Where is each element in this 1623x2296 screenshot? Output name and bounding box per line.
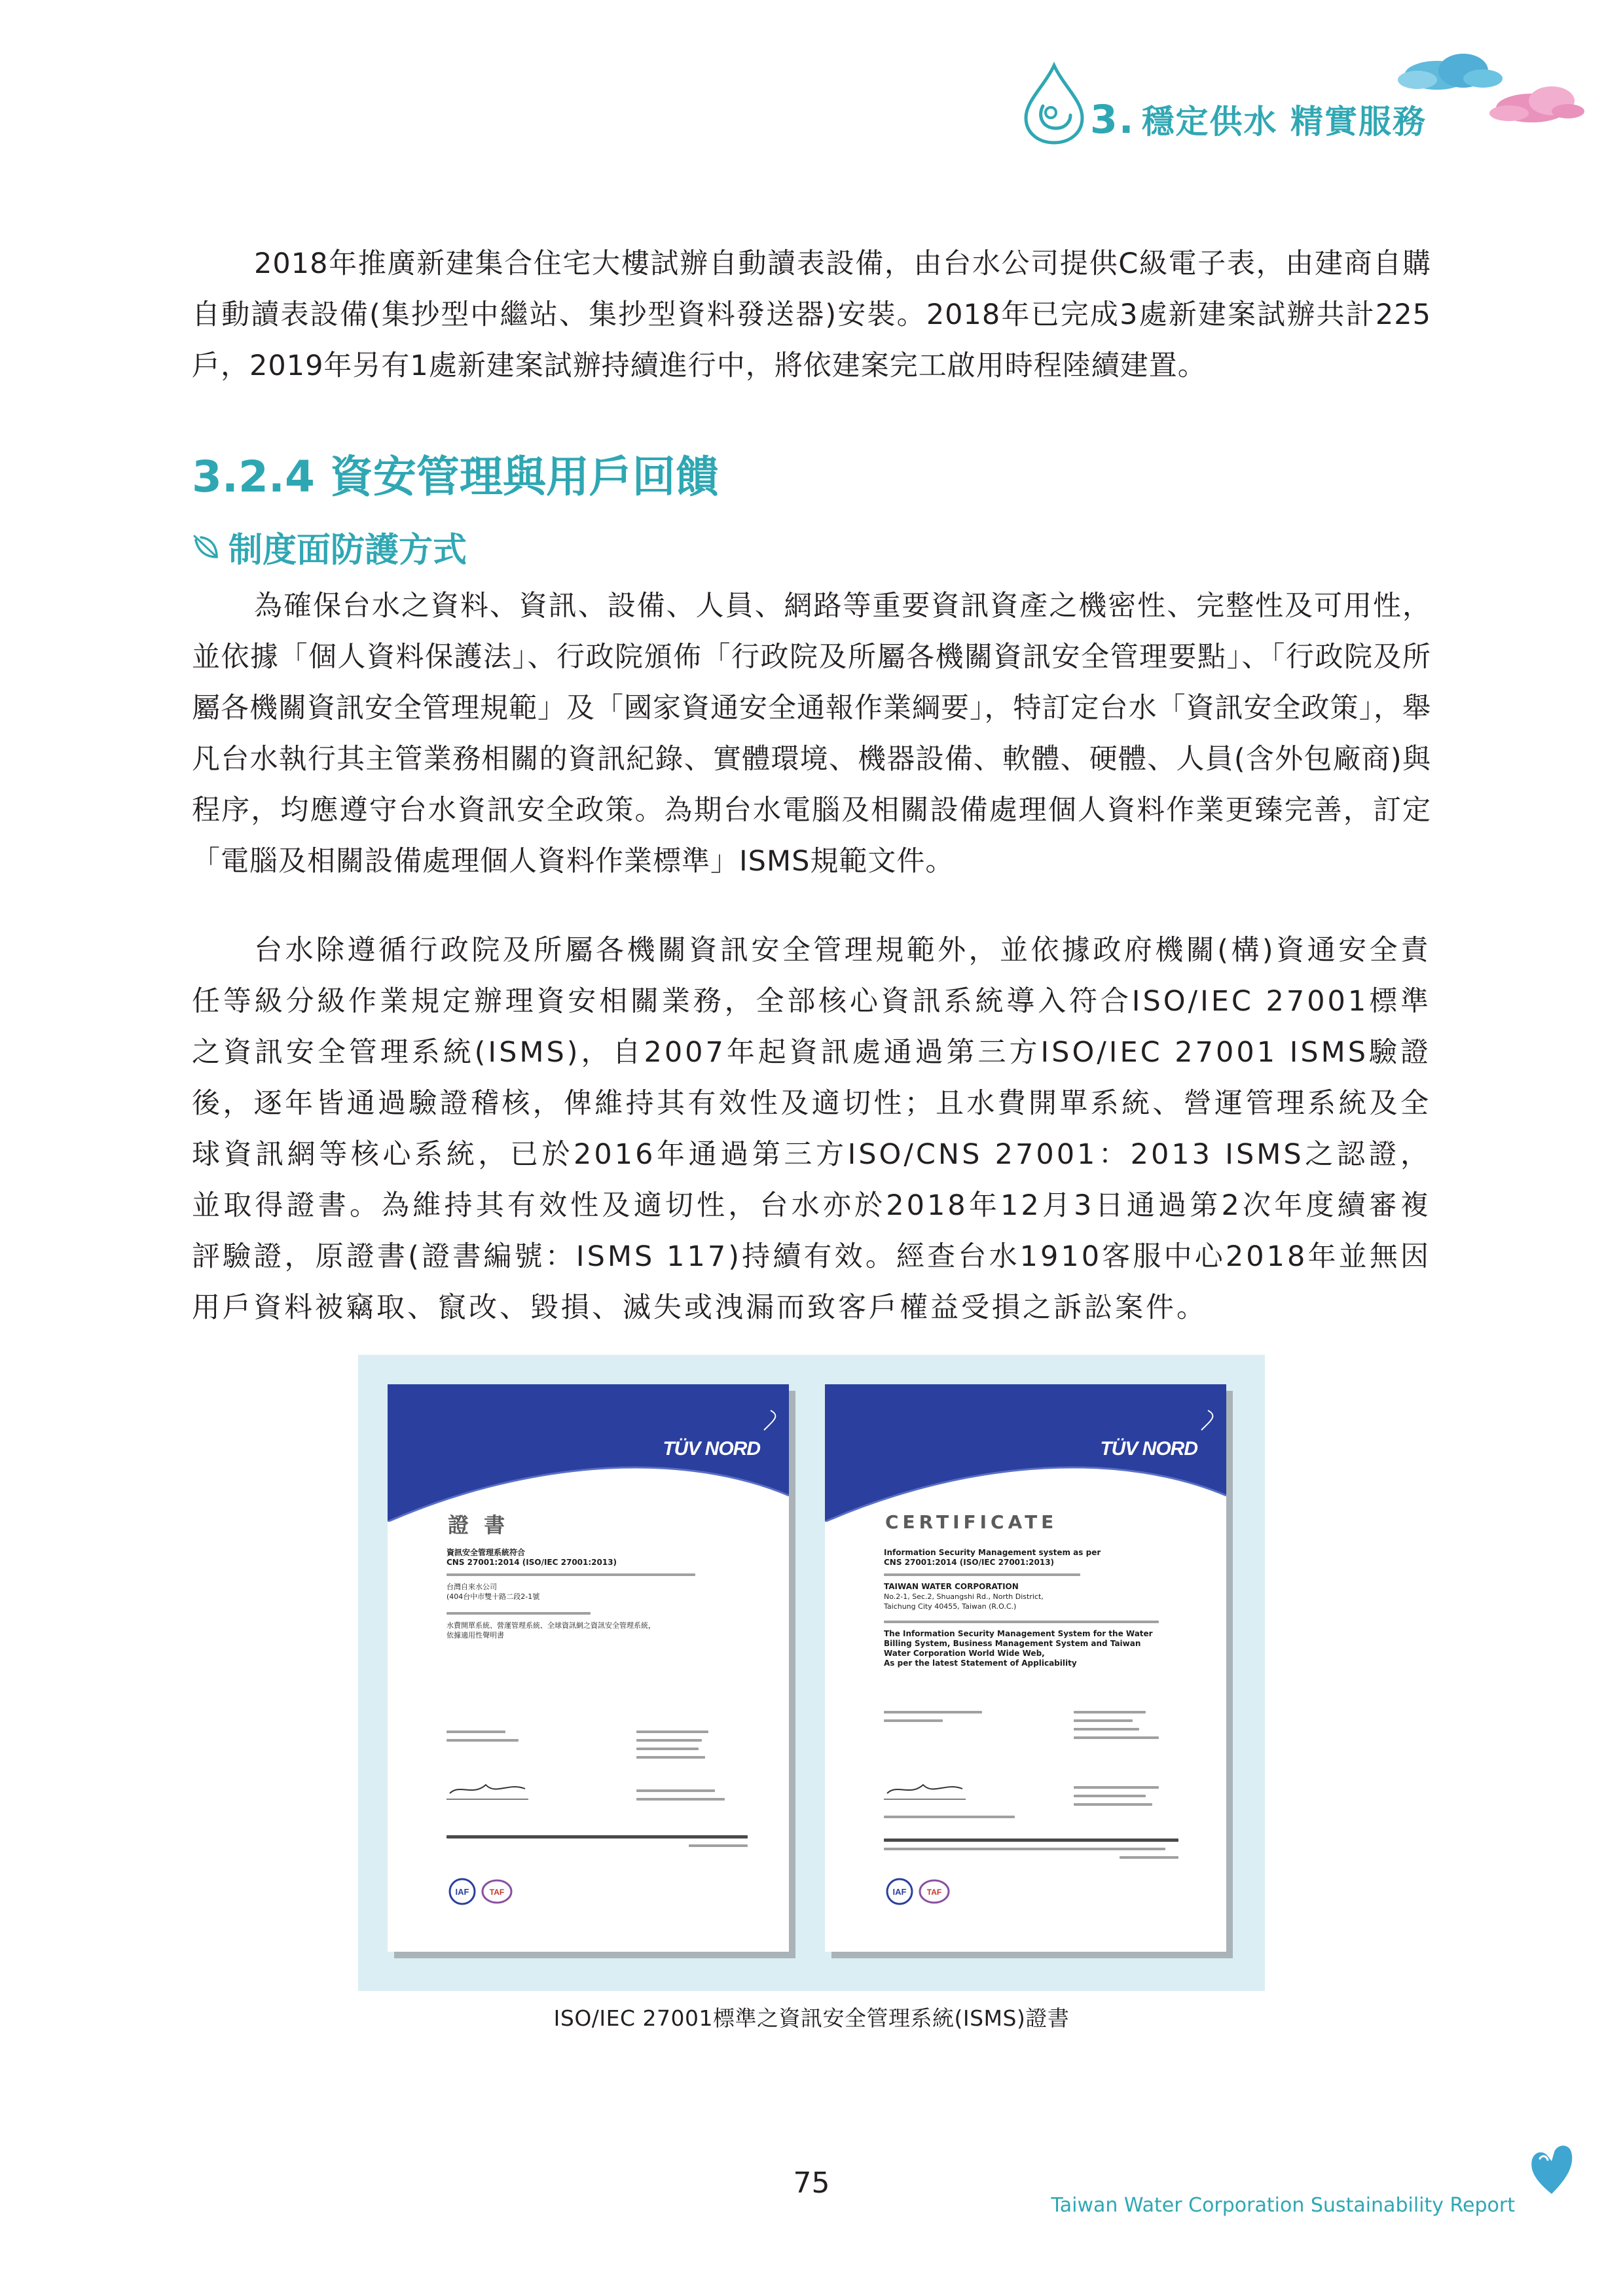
- subheading: [192, 524, 467, 569]
- fine-print: [447, 1573, 695, 1576]
- fine-print-block: [636, 1725, 721, 1765]
- certificate-brand-logo: TÜV NORD: [663, 1438, 760, 1460]
- intro-paragraph: 2018年推廣新建集合住宅大樓試辦自動讀表設備，由台水公司提供C級電子表，由建商自購自動讀表設備(集抄型中繼站、集抄型資料發送器)安裝。2018年已完成3處新建案試辦共計225戶，2019年另有1處新建案試辦持續進行中，將依建案完工啟用時程陸續建置。: [192, 247, 1431, 382]
- fine-print: [884, 1621, 1159, 1623]
- subheading-text: 制度面防護方式: [228, 530, 467, 570]
- fine-print-block: [636, 1784, 735, 1806]
- certificate-title: CERTIFICATE: [885, 1511, 1058, 1533]
- certificate-en: [825, 1384, 1226, 1952]
- cert-line: Information Security Management system as per: [884, 1548, 1101, 1557]
- cert-line: CNS 27001:2014 (ISO/IEC 27001:2013): [447, 1558, 617, 1567]
- fine-print-block: [884, 1705, 989, 1728]
- chapter-title: [1090, 96, 1427, 143]
- fine-print-block: [884, 1833, 1192, 1865]
- svg-text:IAF: IAF: [455, 1887, 469, 1897]
- svg-text:TAF: TAF: [926, 1888, 942, 1897]
- fine-print-block: [1074, 1780, 1172, 1812]
- heart-drop-icon: [1525, 2140, 1578, 2199]
- certificate-body: [447, 1548, 748, 1640]
- page-header: [0, 0, 1623, 170]
- signature-mark: [447, 1777, 532, 1803]
- cert-line: No.2-1, Sec.2, Shuangshi Rd., North District,: [884, 1592, 1044, 1601]
- fine-print-block: [447, 1725, 532, 1748]
- cert-line: As per the latest Statement of Applicability: [884, 1659, 1077, 1668]
- certificate-title: 證 書: [448, 1513, 509, 1537]
- paragraph-1: 為確保台水之資料、資訊、設備、人員、網路等重要資訊資產之機密性、完整性及可用性，並依據「個人資料保護法」、行政院頒佈「行政院及所屬各機關資訊安全管理要點」、「行政院及所屬各機關資訊安全管理規範」及「國家資通安全通報作業綱要」，特訂定台水「資訊安全政策」，舉凡台水執行其主管業務相關的資訊紀錄、實體環境、機器設備、軟體、硬體、人員(含外包廠商)與程序，均應遵守台水資訊安全政策。為期台水電腦及相關設備處理個人資料作業更臻完善，訂定「電腦及相關設備處理個人資料作業標準」ISMS規範文件。: [192, 590, 1431, 878]
- fine-print: [447, 1612, 591, 1615]
- fine-print-block: [884, 1810, 1034, 1824]
- chapter-number: 3.: [1090, 97, 1135, 143]
- fine-print-block: [447, 1829, 754, 1853]
- clouds-decoration-icon: [1391, 46, 1588, 137]
- cert-line: CNS 27001:2014 (ISO/IEC 27001:2013): [884, 1558, 1055, 1567]
- cert-line: Water Corporation World Wide Web,: [884, 1649, 1045, 1658]
- svg-text:TAF: TAF: [489, 1888, 505, 1897]
- cert-line: 水費開單系統、營運管理系統、全球資訊網之資訊安全管理系統，: [447, 1621, 655, 1630]
- cert-line: Taichung City 40455, Taiwan (R.O.C.): [884, 1602, 1017, 1611]
- report-name: Taiwan Water Corporation Sustainability Report: [1051, 2194, 1515, 2217]
- accreditation-logos-icon: [448, 1876, 526, 1907]
- cert-line: 依據適用性聲明書: [447, 1631, 504, 1640]
- cert-line: 台灣自來水公司: [447, 1583, 497, 1591]
- cert-line: (404台中市雙十路二段2-1號: [447, 1592, 540, 1601]
- leaf-icon: [192, 532, 221, 561]
- chapter-title-text: 穩定供水 精實服務: [1141, 103, 1427, 141]
- figure-caption: ISO/IEC 27001標準之資訊安全管理系統(ISMS)證書: [553, 2005, 1070, 2031]
- svg-text:IAF: IAF: [892, 1887, 907, 1897]
- page-number: 75: [793, 2166, 830, 2200]
- accreditation-logos-icon: [885, 1876, 964, 1907]
- paragraph-2: 台水除遵循行政院及所屬各機關資訊安全管理規範外，並依據政府機關(構)資通安全責任等級分級作業規定辦理資安相關業務，全部核心資訊系統導入符合ISO/IEC 27001標準之資訊安全管理系統(ISMS)，自2007年起資訊處通過第三方ISO/IEC 27001 ISMS驗證後，逐年皆通過驗證稽核，俾維持其有效性及適切性；且水費開單系統、營運管理系統及全球資訊網等核心系統，已於2016年通過第三方ISO/CNS 27001：2013 ISMS之認證，並取得證書。為維持其有效性及適切性，台水亦於2018年12月3日通過第2次年度續審複評驗證，原證書(證書編號：ISMS 117)持續有效。經查台水1910客服中心2018年並無因用戶資料被竊取、竄改、毀損、滅失或洩漏而致客戶權益受損之訴訟案件。: [192, 934, 1431, 1324]
- certificate-zh: [388, 1384, 789, 1952]
- certificate-figure: [358, 1355, 1265, 1991]
- cert-line: Billing System, Business Management System and Taiwan: [884, 1639, 1141, 1648]
- signature-mark: [884, 1777, 969, 1803]
- cert-line: The Information Security Management System for the Water: [884, 1629, 1153, 1638]
- fine-print-block: [1074, 1705, 1172, 1745]
- cert-line: 資訊安全管理系統符合: [447, 1548, 526, 1557]
- certificate-brand-logo: TÜV NORD: [1100, 1438, 1197, 1460]
- certificate-body: [884, 1548, 1185, 1668]
- section-heading: 3.2.4 資安管理與用戶回饋: [192, 452, 719, 502]
- water-drop-icon: [1018, 60, 1090, 145]
- cert-line: TAIWAN WATER CORPORATION: [884, 1582, 1019, 1591]
- fine-print: [884, 1573, 1080, 1576]
